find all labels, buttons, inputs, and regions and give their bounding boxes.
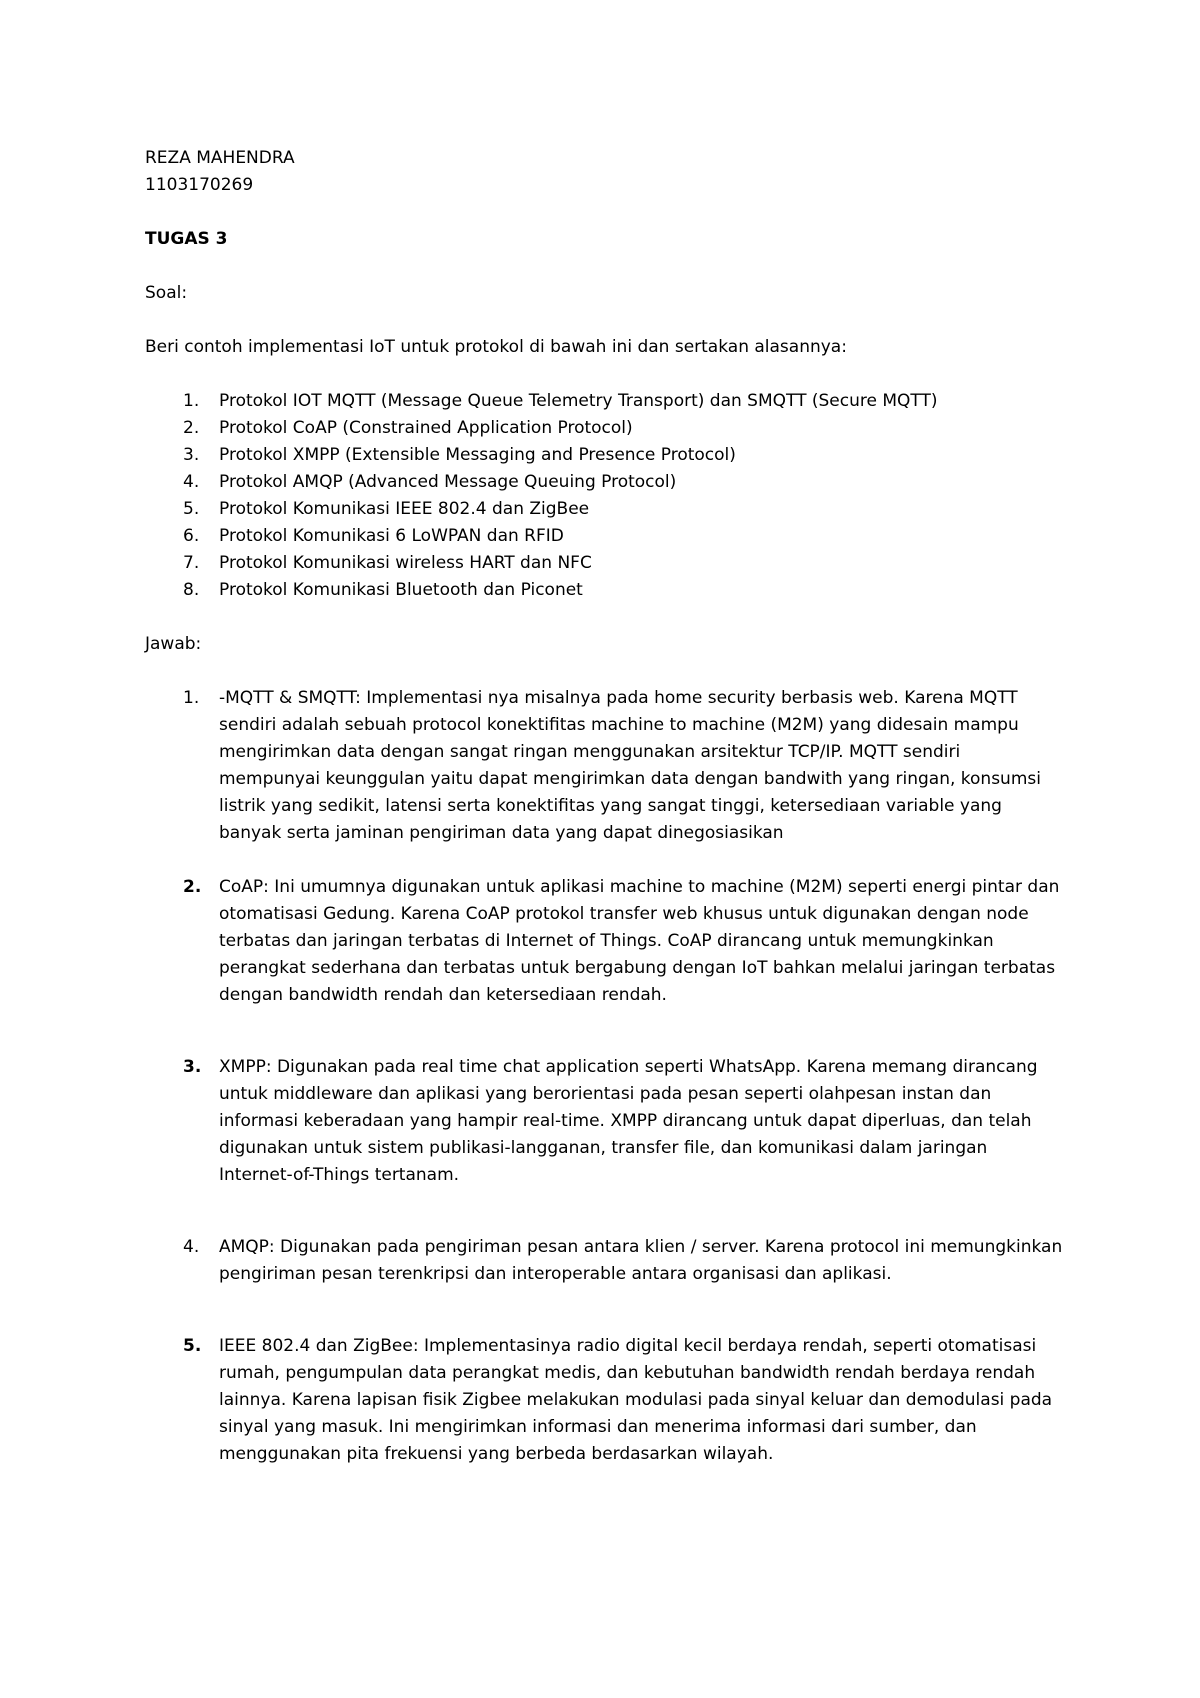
answer-item-number: 4. [183,1237,200,1257]
question-item [145,469,1065,496]
question-item-number: 3. [183,445,200,465]
question-heading: Soal: [145,283,188,303]
question-item [145,577,1065,604]
question-item [145,442,1065,469]
question-item [145,523,1065,550]
question-item-text: Protokol XMPP (Extensible Messaging and Presence Protocol) [219,445,736,465]
answer-list [145,685,1065,1468]
answer-item-text: IEEE 802.4 dan ZigBee: Implementasinya radio digital kecil berdaya rendah, seperti otomatisasi rumah, pengumpulan data perangkat medis, dan kebutuhan bandwidth rendah berdaya rendah lainnya. Karena lapisan fisik Zigbee melakukan modulasi pada sinyal keluar dan demodulasi pada sinyal yang masuk. Ini mengirimkan informasi dan menerima informasi dari sumber, dan menggunakan pita frekuensi yang berbeda berdasarkan wilayah. [219,1336,1053,1464]
answer-item-number: 2. [183,877,202,897]
question-item-number: 1. [183,391,200,411]
answer-item-number: 1. [183,688,200,708]
question-item-text: Protokol Komunikasi wireless HART dan NFC [219,553,592,573]
question-item-text: Protokol Komunikasi IEEE 802.4 dan ZigBee [219,499,590,519]
answer-heading: Jawab: [145,634,202,654]
question-item-text: Protokol Komunikasi 6 LoWPAN dan RFID [219,526,564,546]
answer-item-text: XMPP: Digunakan pada real time chat application seperti WhatsApp. Karena memang dirancang untuk middleware dan aplikasi yang berorientasi pada pesan seperti olahpesan instan dan informasi keberadaan yang hampir real-time. XMPP dirancang untuk dapat diperluas, dan telah digunakan untuk sistem publikasi-langganan, transfer file, dan komunikasi dalam jaringan Internet-of-Things tertanam. [219,1057,1038,1185]
question-item-text: Protokol CoAP (Constrained Application Protocol) [219,418,633,438]
question-prompt: Beri contoh implementasi IoT untuk protokol di bawah ini dan sertakan alasannya: [145,337,847,357]
question-item-number: 6. [183,526,200,546]
answer-item [145,1333,1065,1468]
question-item [145,388,1065,415]
answer-item-text: CoAP: Ini umumnya digunakan untuk aplikasi machine to machine (M2M) seperti energi pintar dan otomatisasi Gedung. Karena CoAP protokol transfer web khusus untuk digunakan dengan node terbatas dan jaringan terbatas di Internet of Things. CoAP dirancang untuk memungkinkan perangkat sederhana dan terbatas untuk bergabung dengan IoT bahkan melalui jaringan terbatas dengan bandwidth rendah dan ketersediaan rendah. [219,877,1060,1005]
answer-item [145,685,1065,847]
answer-item-number: 5. [183,1336,202,1356]
answer-item [145,874,1065,1009]
student-name: REZA MAHENDRA [145,148,295,168]
question-item [145,496,1065,523]
spacer [145,199,1065,226]
spacer [145,307,1065,334]
answer-item-text: AMQP: Digunakan pada pengiriman pesan antara klien / server. Karena protocol ini memungkinkan pengiriman pesan terenkripsi dan interoperable antara organisasi dan aplikasi. [219,1237,1063,1284]
spacer [145,604,1065,631]
assignment-title: TUGAS 3 [145,229,228,249]
question-item-number: 7. [183,553,200,573]
answer-item-number: 3. [183,1057,202,1077]
answer-item-text: -MQTT & SMQTT: Implementasi nya misalnya pada home security berbasis web. Karena MQTT sendiri adalah sebuah protocol konektifitas machine to machine (M2M) yang didesain mampu mengirimkan data dengan sangat ringan menggunakan arsitektur TCP/IP. MQTT sendiri mempunyai keunggulan yaitu dapat mengirimkan data dengan bandwith yang ringan, konsumsi listrik yang sedikit, latensi serta konektifitas yang sangat tinggi, ketersediaan variable yang banyak serta jaminan pengiriman data yang dapat dinegosiasikan [219,688,1041,843]
student-id: 1103170269 [145,175,254,195]
document-page [145,145,1065,1495]
question-item-number: 2. [183,418,200,438]
question-item [145,415,1065,442]
question-item-text: Protokol IOT MQTT (Message Queue Telemetry Transport) dan SMQTT (Secure MQTT) [219,391,938,411]
question-item-number: 4. [183,472,200,492]
question-item [145,550,1065,577]
answer-item [145,1054,1065,1189]
question-item-number: 5. [183,499,200,519]
answer-item [145,1234,1065,1288]
question-item-text: Protokol AMQP (Advanced Message Queuing Protocol) [219,472,677,492]
question-item-number: 8. [183,580,200,600]
question-list [145,388,1065,604]
question-item-text: Protokol Komunikasi Bluetooth dan Piconet [219,580,583,600]
spacer [145,253,1065,280]
spacer [145,658,1065,685]
spacer [145,361,1065,388]
